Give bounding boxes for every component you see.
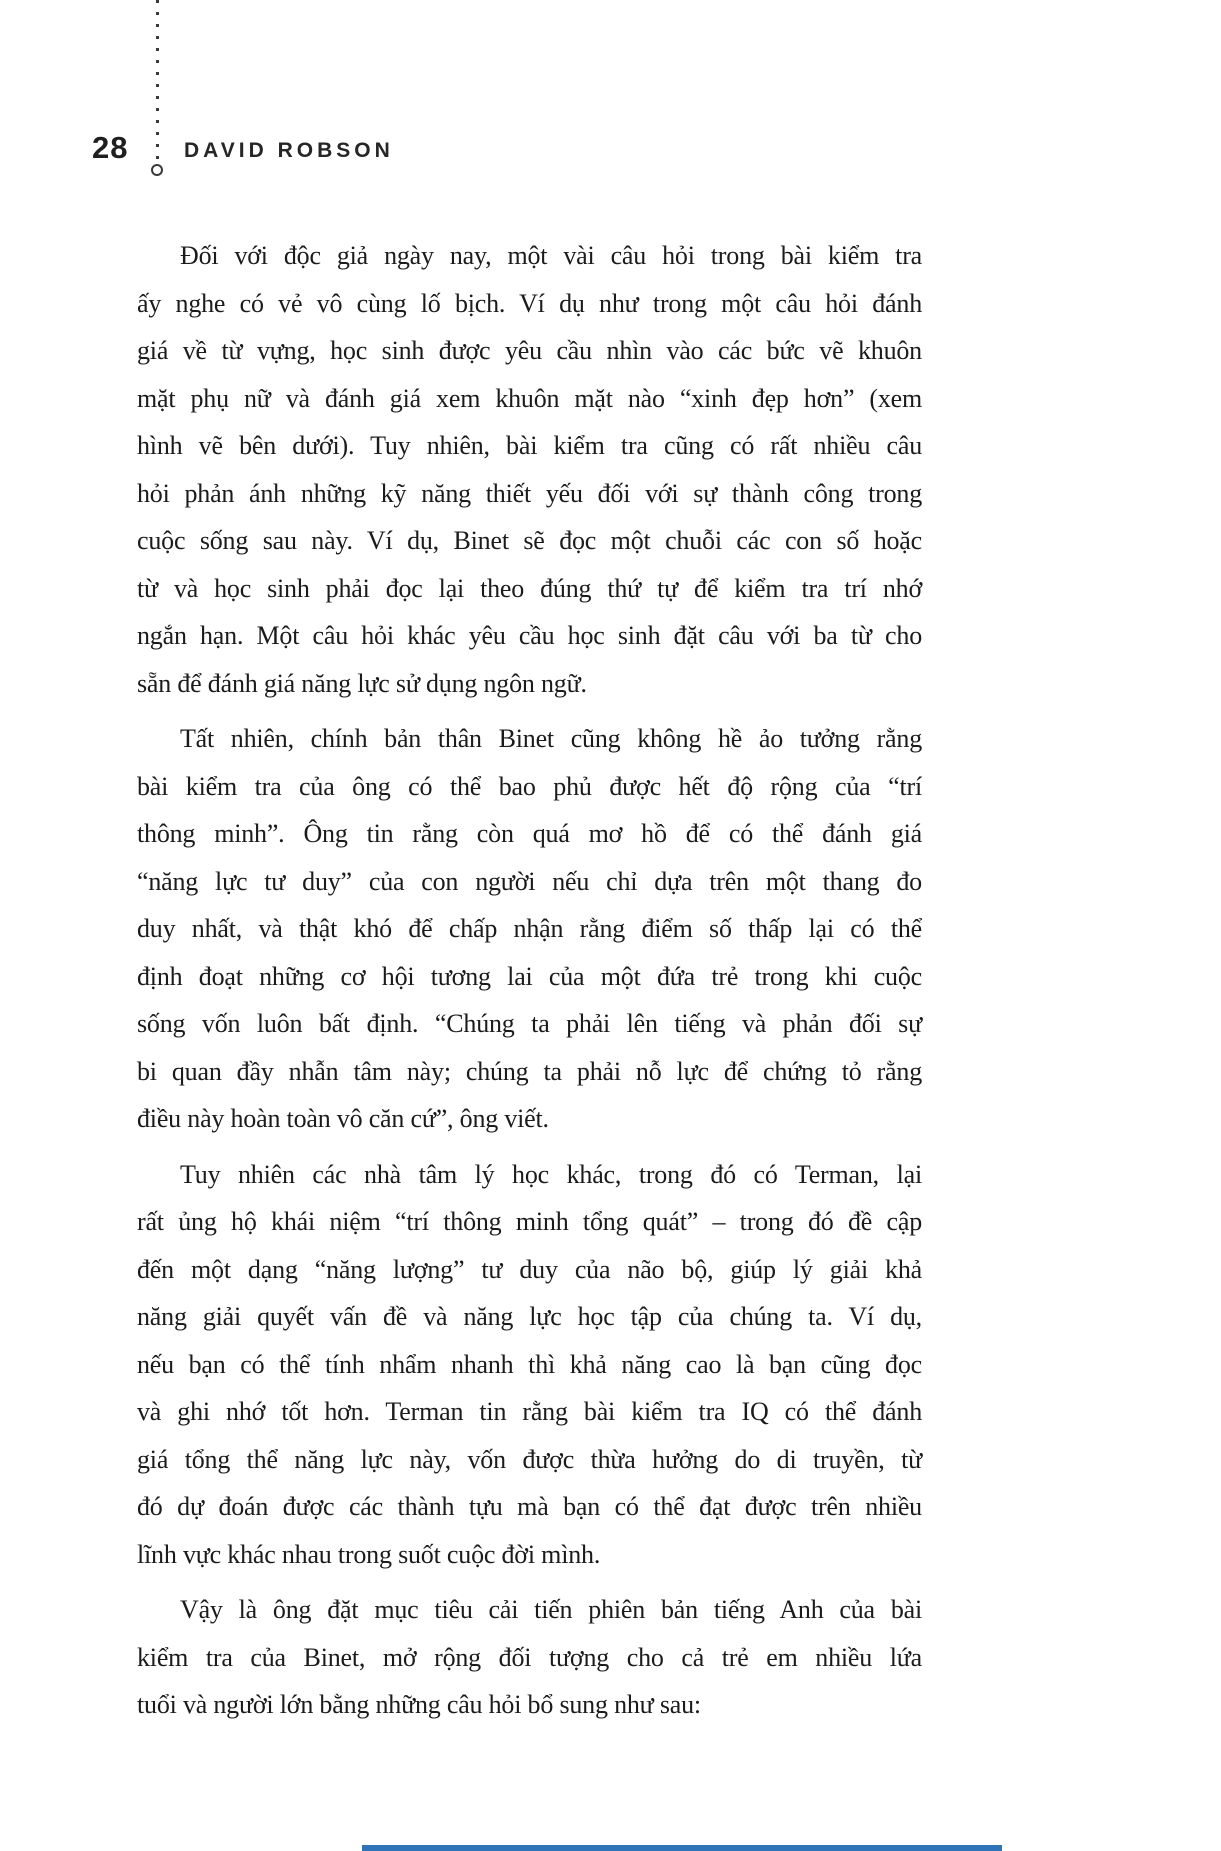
paragraph [137,1151,922,1579]
paragraph [137,715,922,1143]
text-line: Tất nhiên, chính bản thân Binet cũng không hề ảo tưởng rằng [180,724,922,753]
text-line: bài kiểm tra của ông có thể bao phủ được hết độ rộng của “trí [137,771,922,801]
text-line: “năng lực tư duy” của con người nếu chỉ dựa trên một thang đo [137,866,922,896]
text-line: thông minh”. Ông tin rằng còn quá mơ hồ để có thể đánh giá [137,819,922,848]
text-line: bi quan đầy nhẫn tâm này; chúng ta phải nỗ lực để chứng tỏ rằng [137,1056,922,1086]
text-line: lĩnh vực khác nhau trong suốt cuộc đời mình. [137,1539,601,1569]
text-line: điều này hoàn toàn vô căn cứ”, ông viết. [137,1104,549,1133]
dotted-rule-divider [156,0,159,160]
text-line: năng giải quyết vấn đề và năng lực học tập của chúng ta. Ví dụ, [137,1302,922,1331]
paragraph [137,1586,922,1729]
text-line: sống vốn luôn bất định. “Chúng ta phải lên tiếng và phản đối sự [137,1009,922,1038]
text-line: đến một dạng “năng lượng” tư duy của não bộ, giúp lý giải khả [137,1254,922,1284]
text-line: từ và học sinh phải đọc lại theo đúng thứ tự để kiểm tra trí nhớ [137,573,922,603]
text-line: tuổi và người lớn bằng những câu hỏi bổ sung như sau: [137,1690,701,1719]
text-line: Tuy nhiên các nhà tâm lý học khác, trong đó có Terman, lại [180,1159,922,1189]
text-line: định đoạt những cơ hội tương lai của một đứa trẻ trong khi cuộc [137,961,922,991]
running-head-author: DAVID ROBSON [184,139,394,162]
text-line: kiểm tra của Binet, mở rộng đối tượng cho cả trẻ em nhiều lứa [137,1642,922,1672]
text-line: hỏi phản ánh những kỹ năng thiết yếu đối với sự thành công trong [137,478,922,508]
rule-end-circle-icon [151,164,163,176]
text-line: giá tổng thể năng lực này, vốn được thừa hưởng do di truyền, từ [137,1444,922,1474]
text-line: đó dự đoán được các thành tựu mà bạn có thể đạt được trên nhiều [137,1492,922,1521]
text-line: ấy nghe có vẻ vô cùng lố bịch. Ví dụ như trong một câu hỏi đánh [137,288,922,318]
text-line: rất ủng hộ khái niệm “trí thông minh tổng quát” – trong đó đề cập [137,1207,922,1236]
text-line: ngắn hạn. Một câu hỏi khác yêu cầu học sinh đặt câu với ba từ cho [137,621,922,650]
accent-bar [362,1845,1002,1851]
text-line: sẵn để đánh giá năng lực sử dụng ngôn ngữ. [137,668,587,698]
page-number: 28 [92,130,129,165]
text-line: giá về từ vựng, học sinh được yêu cầu nhìn vào các bức vẽ khuôn [137,336,922,365]
body-text [137,232,922,1737]
paragraph [137,232,922,707]
text-line: duy nhất, và thật khó để chấp nhận rằng điểm số thấp lại có thể [137,914,922,943]
text-line: hình vẽ bên dưới). Tuy nhiên, bài kiểm tra cũng có rất nhiều câu [137,431,922,460]
text-line: Vậy là ông đặt mục tiêu cải tiến phiên bản tiếng Anh của bài [180,1595,922,1624]
text-line: Đối với độc giả ngày nay, một vài câu hỏi trong bài kiểm tra [180,241,922,270]
text-line: mặt phụ nữ và đánh giá xem khuôn mặt nào “xinh đẹp hơn” (xem [137,383,922,413]
text-line: và ghi nhớ tốt hơn. Terman tin rằng bài kiểm tra IQ có thể đánh [137,1397,922,1426]
text-line: cuộc sống sau này. Ví dụ, Binet sẽ đọc một chuỗi các con số hoặc [137,526,922,555]
text-line: nếu bạn có thể tính nhẩm nhanh thì khả năng cao là bạn cũng đọc [137,1349,922,1379]
